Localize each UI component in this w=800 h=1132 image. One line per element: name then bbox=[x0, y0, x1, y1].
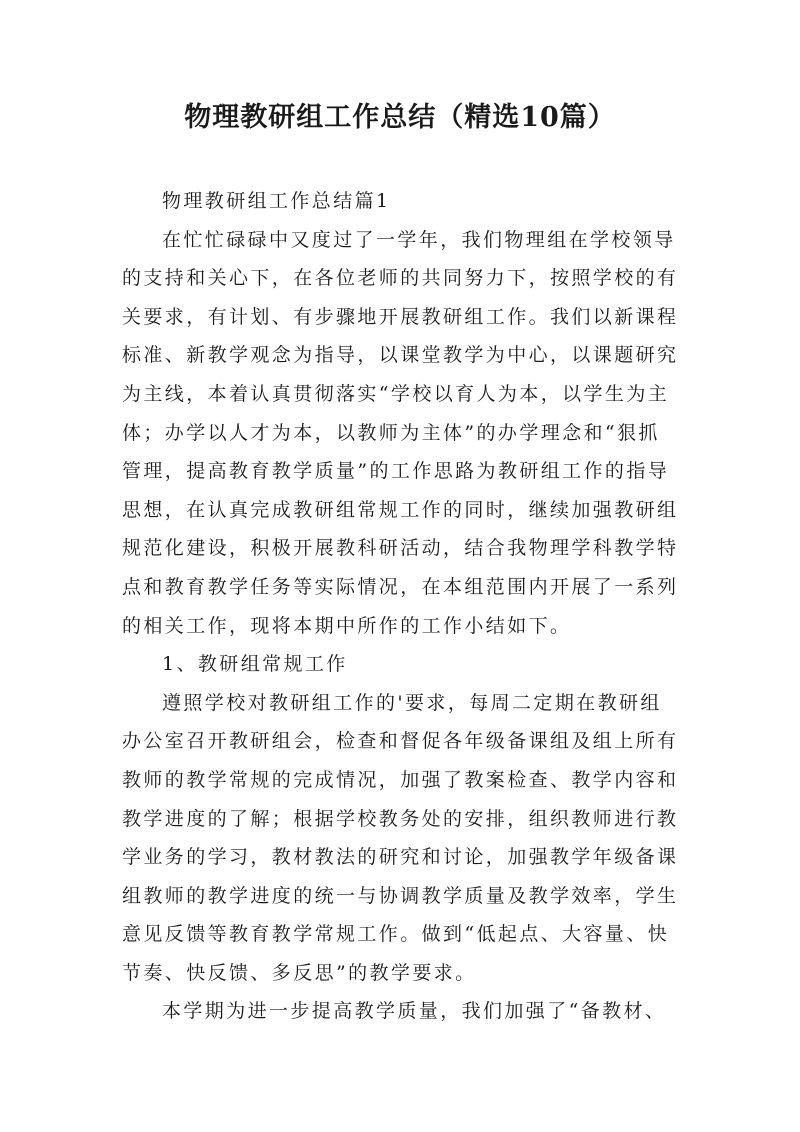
paragraph-line: 节奏、快反馈、多反思”的教学要求。 bbox=[122, 961, 477, 984]
paragraph-line: 组教师的教学进度的统一与协调教学质量及教学效率，学生 bbox=[122, 884, 679, 907]
paragraph-line: 为主线，本着认真贯彻落实“学校以育人为本，以学生为主 bbox=[122, 382, 670, 405]
paragraph-line: 标准、新教学观念为指导，以课堂教学为中心，以课题研究 bbox=[122, 344, 679, 367]
paragraph-routine-work bbox=[122, 684, 682, 993]
document-title: 物理教研组工作总结（精选10篇） bbox=[184, 102, 616, 133]
document-body bbox=[122, 182, 682, 1031]
section-heading: 物理教研组工作总结篇1 bbox=[162, 190, 391, 212]
paragraph-line: 的支持和关心下，在各位老师的共同努力下，按照学校的有 bbox=[122, 267, 679, 290]
paragraph-line: 意见反馈等教育教学常规工作。做到“低起点、大容量、快 bbox=[122, 923, 670, 946]
paragraph-line: 学业务的学习，教材教法的研究和讨论，加强教学年级备课 bbox=[122, 846, 679, 869]
paragraph-line: 教师的教学常规的完成情况，加强了教案检查、教学内容和 bbox=[122, 768, 679, 791]
paragraph-line: 管理，提高教育教学质量”的工作思路为教研组工作的指导 bbox=[122, 460, 670, 483]
paragraph-line: 规范化建设，积极开展教科研活动，结合我物理学科教学特 bbox=[122, 537, 679, 560]
paragraph-line: 的相关工作，现将本期中所作的工作小结如下。 bbox=[122, 614, 572, 637]
paragraph-line: 关要求，有计划、有步骤地开展教研组工作。我们以新课程 bbox=[122, 305, 679, 328]
paragraph-teaching-quality bbox=[122, 992, 682, 1031]
paragraph-line: 遵照学校对教研组工作的'要求，每周二定期在教研组 bbox=[162, 691, 662, 714]
paragraph-line: 在忙忙碌碌中又度过了一学年，我们物理组在学校领导 bbox=[162, 228, 676, 251]
paragraph-line: 办公室召开教研组会，检查和督促各年级备课组及组上所有 bbox=[122, 730, 679, 753]
paragraph-line: 点和教育教学任务等实际情况，在本组范围内开展了一系列 bbox=[122, 575, 679, 598]
paragraph-line: 教学进度的了解；根据学校教务处的安排，组织教师进行教 bbox=[122, 807, 679, 830]
subheading-routine-work: 1、教研组常规工作 bbox=[162, 653, 348, 676]
paragraph-line: 本学期为进一步提高教学质量，我们加强了“备教材、 bbox=[162, 1000, 667, 1023]
paragraph-line: 体；办学以人才为本，以教师为主体”的办学理念和“狠抓 bbox=[122, 421, 660, 444]
paragraph-intro bbox=[122, 221, 682, 646]
paragraph-line: 思想，在认真完成教研组常规工作的同时，继续加强教研组 bbox=[122, 498, 679, 521]
